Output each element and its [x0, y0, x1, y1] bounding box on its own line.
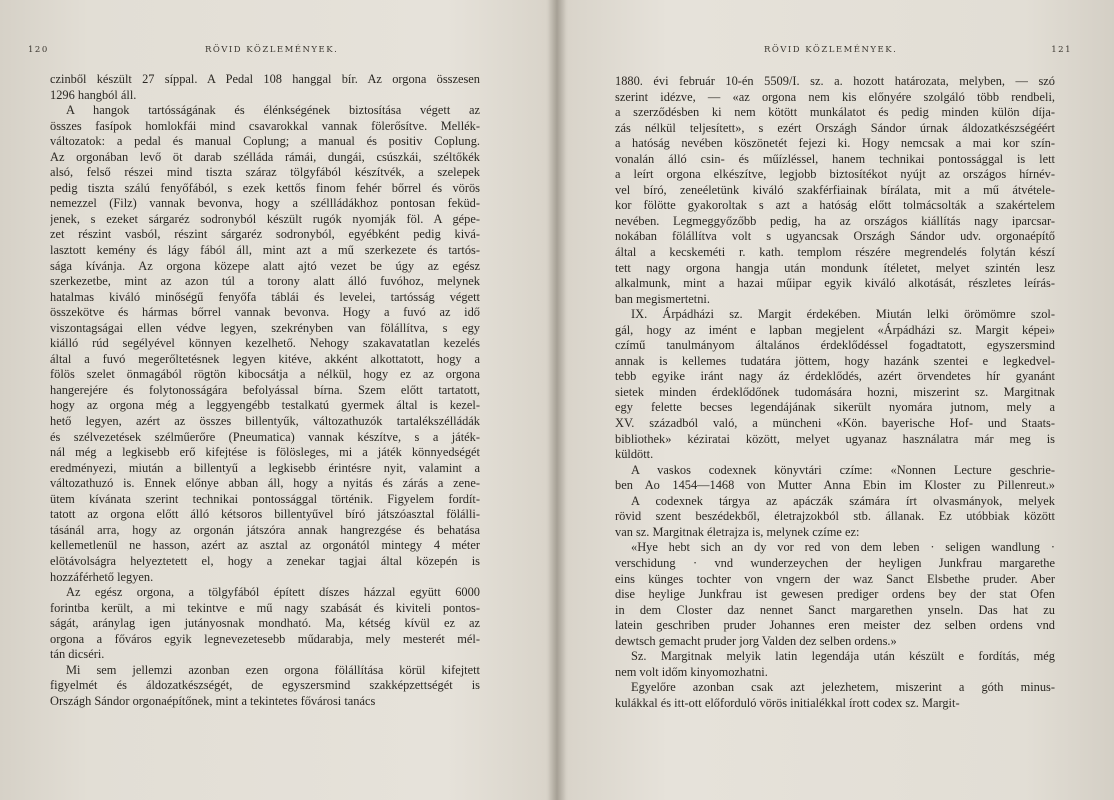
text-line: tán dicséri.: [50, 647, 105, 662]
right-page: [559, 0, 1114, 800]
text-line: gál, hogy az imént e lapban megjelent «Árpádházi sz. Margit képei»: [615, 322, 1055, 337]
body-text: [50, 72, 480, 709]
text-line: 1296 hangból áll.: [50, 87, 137, 102]
text-line: változatok: a pedal és manual Coplung; a manual és positiv Coplung.: [50, 134, 480, 149]
text-line: eredményezi, miután a billentyű a legkisebb érintésre nyit, valamint a: [50, 460, 480, 475]
text-line: sietek minden érdeklődőnek tudomására hozni, miszerint sz. Margitnak: [615, 384, 1055, 399]
text-line: tett nagy orgona hangja után mondunk ítéletet, melyet szintén lesz: [615, 260, 1055, 275]
text-line: tebb egyike iránt nagy áz érdeklődés, azért örvendetes hír gyanánt: [615, 369, 1055, 384]
text-line: rövid szent beszédekből, életrajzokból stb. állanak. Ez utóbbiak között: [615, 509, 1055, 524]
text-line: czímű tanulmányom általános érdeklődéssel fogadtatott, egyszersmind: [615, 338, 1055, 353]
text-line: XV. századból való, a müncheni «Kön. bayerische Hof- und Staats-: [615, 416, 1055, 431]
text-line: 1880. évi február 10-én 5509/I. sz. a. hozott határozata, melyben, — szó: [615, 74, 1055, 88]
text-line: Egyelőre azonban csak azt jelezhetem, miszerint a góth minus-: [631, 680, 1055, 695]
text-line: küldött.: [615, 447, 654, 462]
text-line: dise heylige Junkfrau ist gewesen prediger ordens bey der stat Ofen: [615, 587, 1055, 602]
text-line: egy felette becses legendájának sikerült nyomára jutnom, mely a: [615, 400, 1055, 415]
text-line: által a fuvó megerőltetésnek legyen kitéve, akként alkottatott, hogy a: [50, 351, 480, 366]
text-line: bibliothek» kéziratai között, melyet ugyanaz használatra már meg is: [615, 431, 1055, 446]
text-line: latein geschriben pruder Johannes eren meister dez selben ordens vnd: [615, 618, 1055, 633]
text-line: orgona a főváros egyik legnevezetesebb műdarabja, mely mesterét mél-: [50, 631, 480, 646]
text-line: eins künges tochter von vngern der waz Sanct Elsbethe pruder. Aber: [615, 571, 1055, 586]
text-line: IX. Árpádházi sz. Margit érdekében. Miután lelki örömömre szol-: [631, 307, 1055, 322]
text-line: ben Ao 1454—1468 von Mutter Anna Ebin im Kloster zu Pillenreut.»: [615, 478, 1055, 493]
text-line: kor fölötte gyakoroltak s azt a hatóság előtt tolmácsolták a szakértelem: [615, 198, 1055, 213]
text-line: összekötve és hármas bőrrel vannak bevonva. Hogy a fuvó az idő: [50, 305, 480, 320]
text-line: hatalmas kiváló minőségű fenyőfa táblái és levelei, tartósság végett: [50, 289, 480, 304]
text-line: czinből készült 27 síppal. A Pedal 108 hanggal bír. Az orgona összesen: [50, 72, 480, 86]
text-line: és szélvezetések szélműerőre (Pneumatica) vannak készítve, s a játék-: [50, 429, 480, 444]
body-text: [615, 74, 1055, 711]
text-line: alkalmunk, mint a hazai műipar egyik kiváló alkotását, részletes leírás-: [615, 276, 1055, 291]
text-line: vonalán álló csin- és műízléssel, hanem technikai pontossággal is lett: [615, 151, 1055, 166]
text-line: jenek, s ezeket sárgaréz sodronyból készült rugók nyomják föl. A gépe-: [50, 211, 480, 226]
text-line: A codexnek tárgya az apáczák számára írt olvasmányok, melyek: [631, 493, 1055, 508]
text-line: a szerződésben ki nem kötött munkálatot és pedig minden külön díja-: [615, 105, 1055, 120]
text-line: a hatóság nevében köszönetét fejezi ki. Hogy nemcsak a mai kor szín-: [615, 136, 1055, 151]
running-head: RÖVID KÖZLEMÉNYEK.: [764, 45, 898, 55]
text-line: nál még a legkisebb erő kifejtése is fölösleges, mi a játék könnyedségét: [50, 445, 480, 460]
text-line: hozzáférhető legyen.: [50, 569, 154, 584]
text-line: A vaskos codexnek könyvtári czíme: «Nonnen Lecture geschrie-: [631, 462, 1055, 477]
text-line: dewtsch gemacht pruder jorg Valden dez selben ordens.»: [615, 633, 897, 648]
page-number: 120: [28, 45, 49, 55]
text-line: változathuzó is. Ennek előnye abban áll, hogy a nyitás és zárás a zene-: [50, 476, 480, 491]
text-line: viszontagságai ellen védve legyen, szekrényben van fölállítva, s egy: [50, 320, 480, 335]
text-line: Sz. Margitnak melyik latin legendája után készült e fordítás, még: [631, 649, 1055, 664]
running-head: RÖVID KÖZLEMÉNYEK.: [205, 45, 339, 55]
text-line: nemezzel (Filz) vannak bevonva, hogy a széllládákhoz pontosan feküd-: [50, 196, 480, 211]
text-line: «Hye hebt sich an dy vor red von dem leben · seligen wandlung ·: [631, 540, 1055, 555]
text-line: pedig tiszta szálú fenyőfából, s ezek kettős finom fehér bőrrel és vörös: [50, 180, 480, 195]
text-line: ütem kívánata szerint technikai pontossággal történik. Figyelem fordít-: [50, 491, 480, 506]
text-line: nevében. Legmeggyőzőbb pedig, ha az országos kiállítás nagy iparcsar-: [615, 213, 1055, 228]
text-line: nem volt időm kinyomozhatni.: [615, 664, 768, 679]
text-line: kiálló rúd segélyével könnyen kezelhető. Nehogy szakavatatlan kezelés: [50, 336, 480, 351]
text-line: Az orgonában levő öt darab szélláda rámái, dungái, csúszkái, széltőkék: [50, 149, 480, 164]
text-line: vel bíró, zeneéletünk kiváló szakférfiainak bírálata, mit a mű átvétele-: [615, 182, 1055, 197]
text-line: hető legyen, azért az összes billentyűk, változathuzók tartalékszélládák: [50, 414, 480, 429]
text-line: Az egész orgona, a tölgyfából épített díszes házzal együtt 6000: [66, 585, 480, 600]
text-line: A hangok tartósságának és élénkségének biztosítása végett az: [66, 103, 480, 118]
text-line: sága kívánja. Az orgona közepe alatt ajtó vezet be úgy az egész: [50, 258, 480, 273]
left-page: [0, 0, 555, 800]
text-line: zás nélkül teljesített», s ezért Országh Sándor úrnak áldozatkészségéért: [615, 120, 1055, 135]
text-line: Országh Sándor orgonaépítőnek, mint a tekintetes fővárosi tanács: [50, 693, 376, 708]
text-line: forintba került, a mi tekintve e mű nagy szabását és kiviteli pontos-: [50, 600, 480, 615]
text-line: van sz. Margitnak életrajza is, melynek czíme ez:: [615, 524, 860, 539]
text-line: lasztott kemény és lágy fából áll, mint azt a mű szerkezete és tartós-: [50, 243, 480, 258]
text-line: szerint idézve, — «az orgona nem kis előnyére szolgáló több rendbeli,: [615, 89, 1055, 104]
text-line: szerkezetbe, mint az azon túl a torony alatt álló fuvóhoz, melynek: [50, 274, 480, 289]
text-line: hogy az orgona még a leggyengébb testalkatú gyermek által is kezel-: [50, 398, 480, 413]
text-line: ságát, aránylag igen jutányosnak mondható. Ma, kétség kívül ez az: [50, 616, 480, 631]
text-line: elötávolságra helyeztetett el, hogy a zenekar tagjai által közepén is: [50, 553, 480, 568]
text-line: kulákkal és itt-ott előforduló vörös initialékkal írott codex sz. Margit-: [615, 695, 960, 710]
text-line: ban megismertetni.: [615, 291, 710, 306]
text-line: figyelmét és áldozatkészségét, de egyszersmind szakképzettségét is: [50, 678, 480, 693]
text-line: zet részint vasból, részint sárgaréz sodronyból, egyébként pedig kivá-: [50, 227, 480, 242]
text-line: tatott az orgona előtt álló kétsoros billentyűvel bíró játszóasztal fölálli-: [50, 507, 480, 522]
text-line: tásánál arra, hogy az orgonán játszóra annak hangrezgése és behatása: [50, 522, 480, 537]
text-line: fölös szelet önmagából rögtön kibocsátja a nélkül, hogy ez az orgona: [50, 367, 480, 382]
text-line: alsó, felső részei mind tiszta száraz tölgyfából készítvék, a szelepek: [50, 165, 480, 180]
text-line: kellemetlenül ne hasson, azért az asztal az orgonától mintegy 4 méter: [50, 538, 480, 553]
text-line: összes fasípok homlokfái mind csavarokkal vannak fölerősítve. Mellék-: [50, 118, 480, 133]
text-line: annak is kellemes tudatára jöttem, hogy hazánk szentei e legkedvel-: [615, 353, 1055, 368]
text-line: a leírt orgona elkészítve, legjobb biztosítékot nyújt az országos hírnév-: [615, 167, 1055, 182]
text-line: in dem Closter daz nennet Sanct margarethen ynseln. Das hat zu: [615, 602, 1055, 617]
text-line: verschidung · vnd wunderzeychen der heyligen Junkfrau margarethe: [615, 555, 1055, 570]
page-number: 121: [1051, 45, 1072, 55]
text-line: által a kecskeméti r. kath. templom részére megrendelés folytán készí: [615, 245, 1055, 260]
text-line: Mi sem jellemzi azonban ezen orgona fölállítása körül kifejtett: [66, 662, 480, 677]
text-line: nokában fölállítva volt s ugyancsak Országh Sándor udv. orgonaépítő: [615, 229, 1055, 244]
text-line: hangerejére és folytonosságára befolyással bírna. Szem előtt tartatott,: [50, 382, 480, 397]
